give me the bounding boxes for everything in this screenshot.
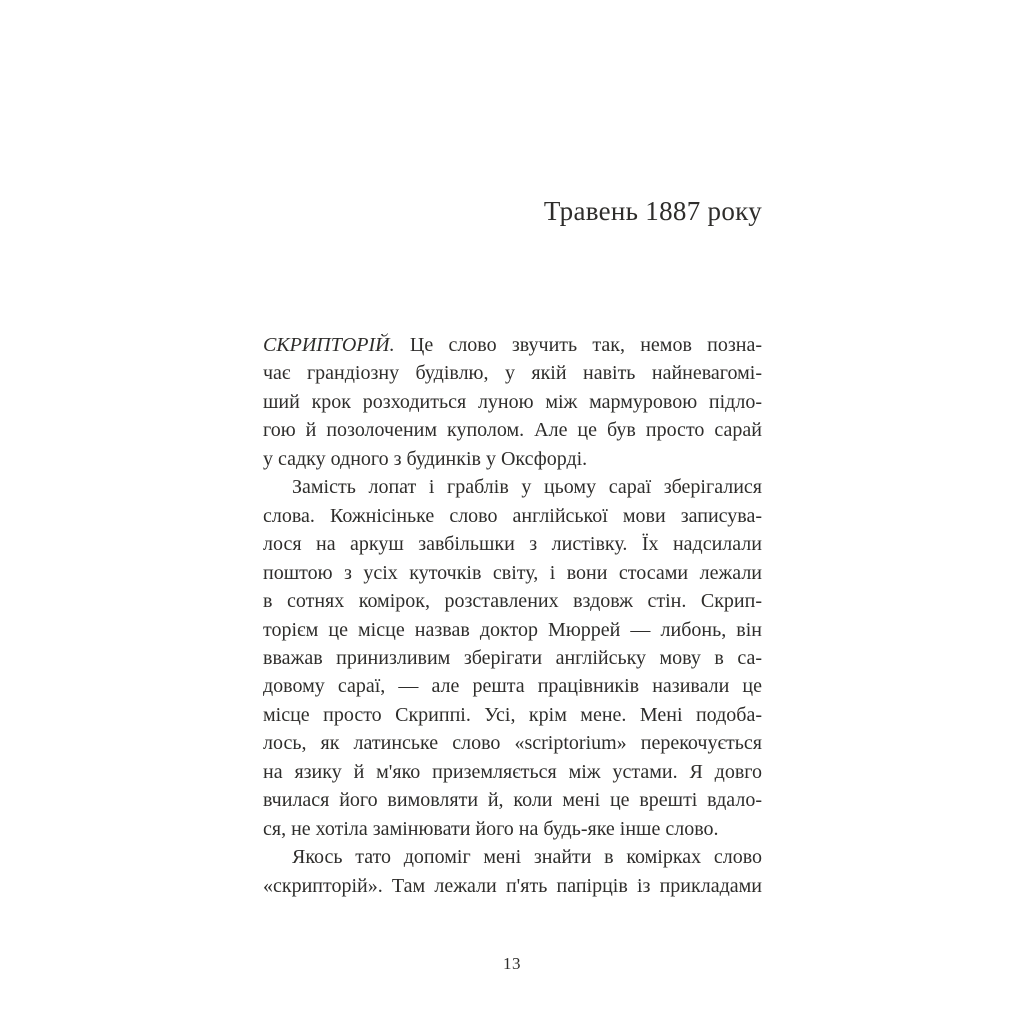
text-line: довому сараї, — але решта працівників називали це (263, 675, 762, 698)
text-line: ший крок розходиться луною між мармуровою підло- (263, 390, 762, 413)
text-line: торієм це місце назвав доктор Мюррей — либонь, він (263, 618, 762, 641)
text-line: у садку одного з будинків у Оксфорді. (263, 447, 588, 470)
text-line: «скрипторій». Там лежали п'ять папірців із прикладами (263, 874, 762, 897)
text-line: слова. Кожнісіньке слово англійської мови записува- (263, 504, 762, 527)
text-line: Замість лопат і граблів у цьому сараї зберігалися (292, 476, 762, 499)
text-line: в сотнях комірок, розставлених вздовж стін. Скрип- (263, 590, 762, 613)
text-line: вважав принизливим зберігати англійську мову в са- (263, 646, 762, 669)
italic-lead-word: СКРИПТОРІЙ. (263, 334, 395, 356)
text-line: ся, не хотіла замінювати його на будь-яке інше слово. (263, 817, 719, 840)
text-line: чає грандіозну будівлю, у якій навіть найневагомі- (263, 362, 762, 385)
text-line: на язику й м'яко приземляється між устами. Я довго (263, 760, 762, 783)
text-line: поштою з усіх куточків світу, і вони стосами лежали (263, 561, 762, 584)
chapter-heading: Травень 1887 року (543, 196, 762, 226)
text-line: вчилася його вимовляти й, коли мені це врешті вдало- (263, 789, 762, 812)
text-line: лось, як латинське слово «scriptorium» перекочується (263, 732, 762, 755)
text-line: Якось тато допоміг мені знайти в комірках слово (292, 846, 762, 869)
text-line: лося на аркуш завбільшки з листівку. Їх надсилали (263, 533, 762, 556)
page-number: 13 (503, 954, 521, 973)
body-text (263, 331, 762, 900)
text-line: місце просто Скриппі. Усі, крім мене. Мені подоба- (263, 703, 762, 726)
text-line: СКРИПТОРІЙ. Це слово звучить так, немов позна- (263, 334, 762, 356)
text-line: гою й позолоченим куполом. Але це був просто сарай (263, 419, 762, 442)
